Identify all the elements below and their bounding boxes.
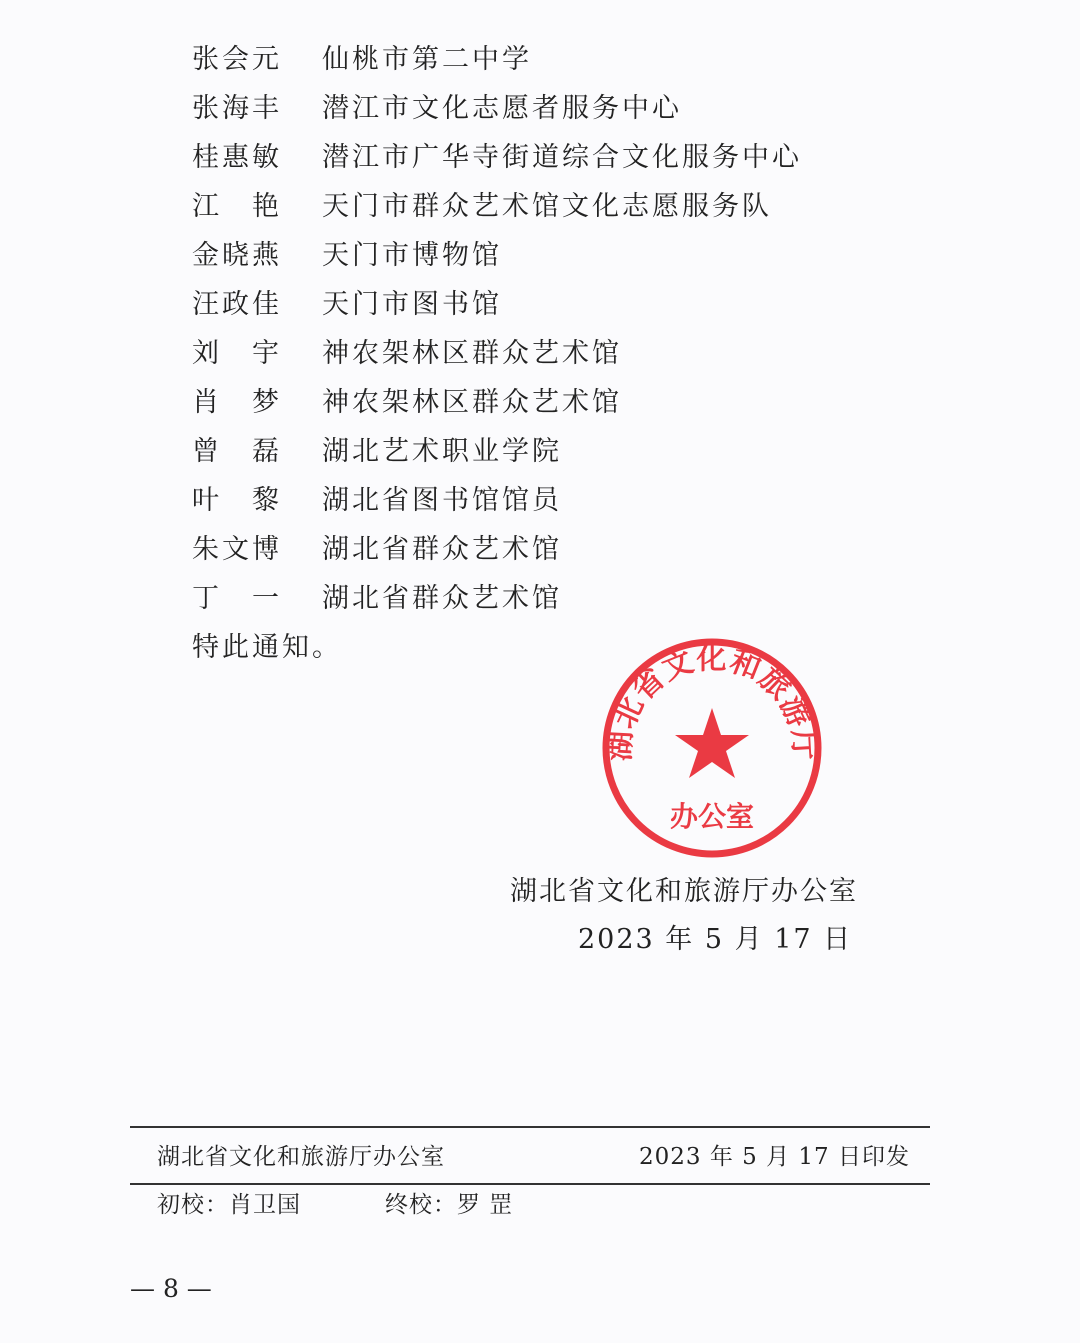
proofreader-first: 初校：肖卫国 [157,1192,301,1218]
person-name: 江 艳 [192,191,282,222]
seal-arc-text: 湖北省文化和旅游厅 [602,641,822,763]
organization: 神农架林区群众艺术馆 [322,338,622,369]
person-name: 张会元 [192,44,282,75]
footer-issuer: 湖北省文化和旅游厅办公室 [157,1144,445,1170]
footer-bottom-rule [130,1183,930,1185]
signature-date: 2023 年 5 月 17 日 [578,924,853,955]
person-name: 叶 黎 [192,485,282,516]
closing-text: 特此通知。 [192,632,342,663]
organization: 天门市图书馆 [322,289,502,320]
organization: 湖北艺术职业学院 [322,436,562,467]
organization: 仙桃市第二中学 [322,44,532,75]
organization: 神农架林区群众艺术馆 [322,387,622,418]
star-icon [675,708,749,778]
organization: 湖北省群众艺术馆 [322,583,562,614]
person-name: 朱文博 [192,534,282,565]
person-name: 张海丰 [192,93,282,124]
person-name: 刘 宇 [192,338,282,369]
person-name: 肖 梦 [192,387,282,418]
organization: 潜江市广华寺街道综合文化服务中心 [322,142,802,173]
person-name: 金晓燕 [192,240,282,271]
organization: 湖北省群众艺术馆 [322,534,562,565]
official-seal [600,636,824,860]
person-name: 汪政佳 [192,289,282,320]
page-number: — 8 — [130,1274,212,1303]
seal-bottom-text: 办公室 [669,800,755,833]
organization: 天门市博物馆 [322,240,502,271]
footer-top-rule [130,1126,930,1128]
organization: 潜江市文化志愿者服务中心 [322,93,682,124]
signature-org: 湖北省文化和旅游厅办公室 [510,876,858,907]
footer-issue-date: 2023 年 5 月 17 日印发 [639,1144,910,1170]
proofreader-final: 终校：罗 罡 [385,1192,514,1218]
person-name: 桂惠敏 [192,142,282,173]
organization: 湖北省图书馆馆员 [322,485,562,516]
organization: 天门市群众艺术馆文化志愿服务队 [322,191,772,222]
person-name: 丁 一 [192,583,282,614]
person-name: 曾 磊 [192,436,282,467]
